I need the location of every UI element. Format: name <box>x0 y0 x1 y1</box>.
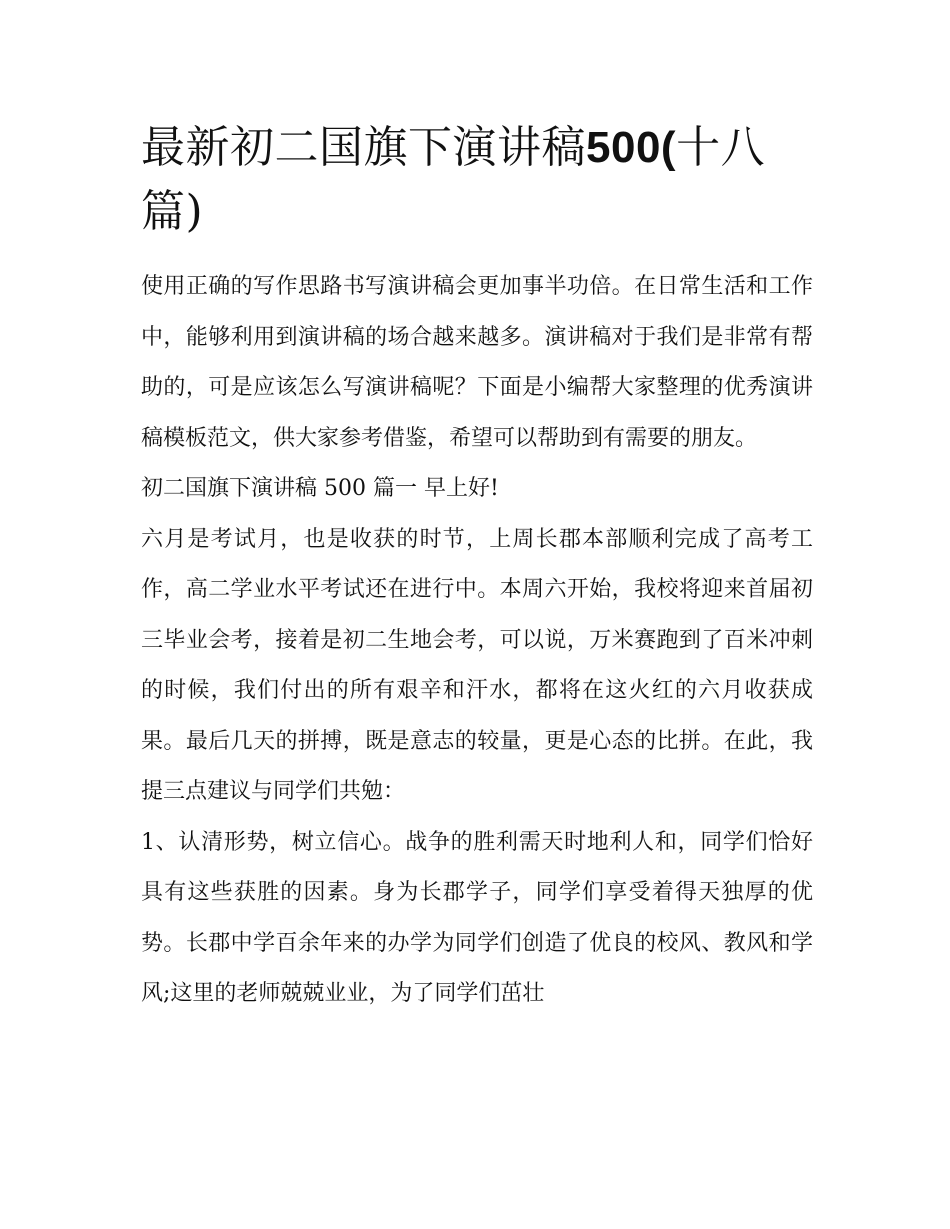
title-number: 500( <box>586 123 677 172</box>
body-paragraph-2: 1、认清形势，树立信心。战争的胜利需天时地利人和，同学们恰好具有这些获胜的因素。身为长郡学子，同学们享受着得天独厚的优势。长郡中学百余年来的办学为同学们创造了优良的校风、教风和学风;这里的老师兢兢业业，为了同学们茁壮 <box>141 829 813 1006</box>
document-body <box>141 116 813 1020</box>
section-heading: 初二国旗下演讲稿 500 篇一 早上好! <box>141 476 499 501</box>
title-text: 最新初二国旗下演讲稿 <box>141 122 586 173</box>
intro-paragraph: 使用正确的写作思路书写演讲稿会更加事半功倍。在日常生活和工作中，能够利用到演讲稿的场合越来越多。演讲稿对于我们是非常有帮助的，可是应该怎么写演讲稿呢？下面是小编帮大家整理的优秀演讲稿模板范文，供大家参考借鉴，希望可以帮助到有需要的朋友。 <box>141 274 813 451</box>
body-paragraph-1: 六月是考试月，也是收获的时节，上周长郡本部顺利完成了高考工作，高二学业水平考试还在进行中。本周六开始，我校将迎来首届初三毕业会考，接着是初二生地会考，可以说，万米赛跑到了百米冲刺的时候，我们付出的所有艰辛和汗水，都将在这火红的六月收获成果。最后几天的拼搏，既是意志的较量，更是心态的比拼。在此，我提三点建议与同学们共勉： <box>141 526 813 804</box>
document-title <box>141 116 813 244</box>
title-suffix: 十八篇) <box>141 122 766 237</box>
